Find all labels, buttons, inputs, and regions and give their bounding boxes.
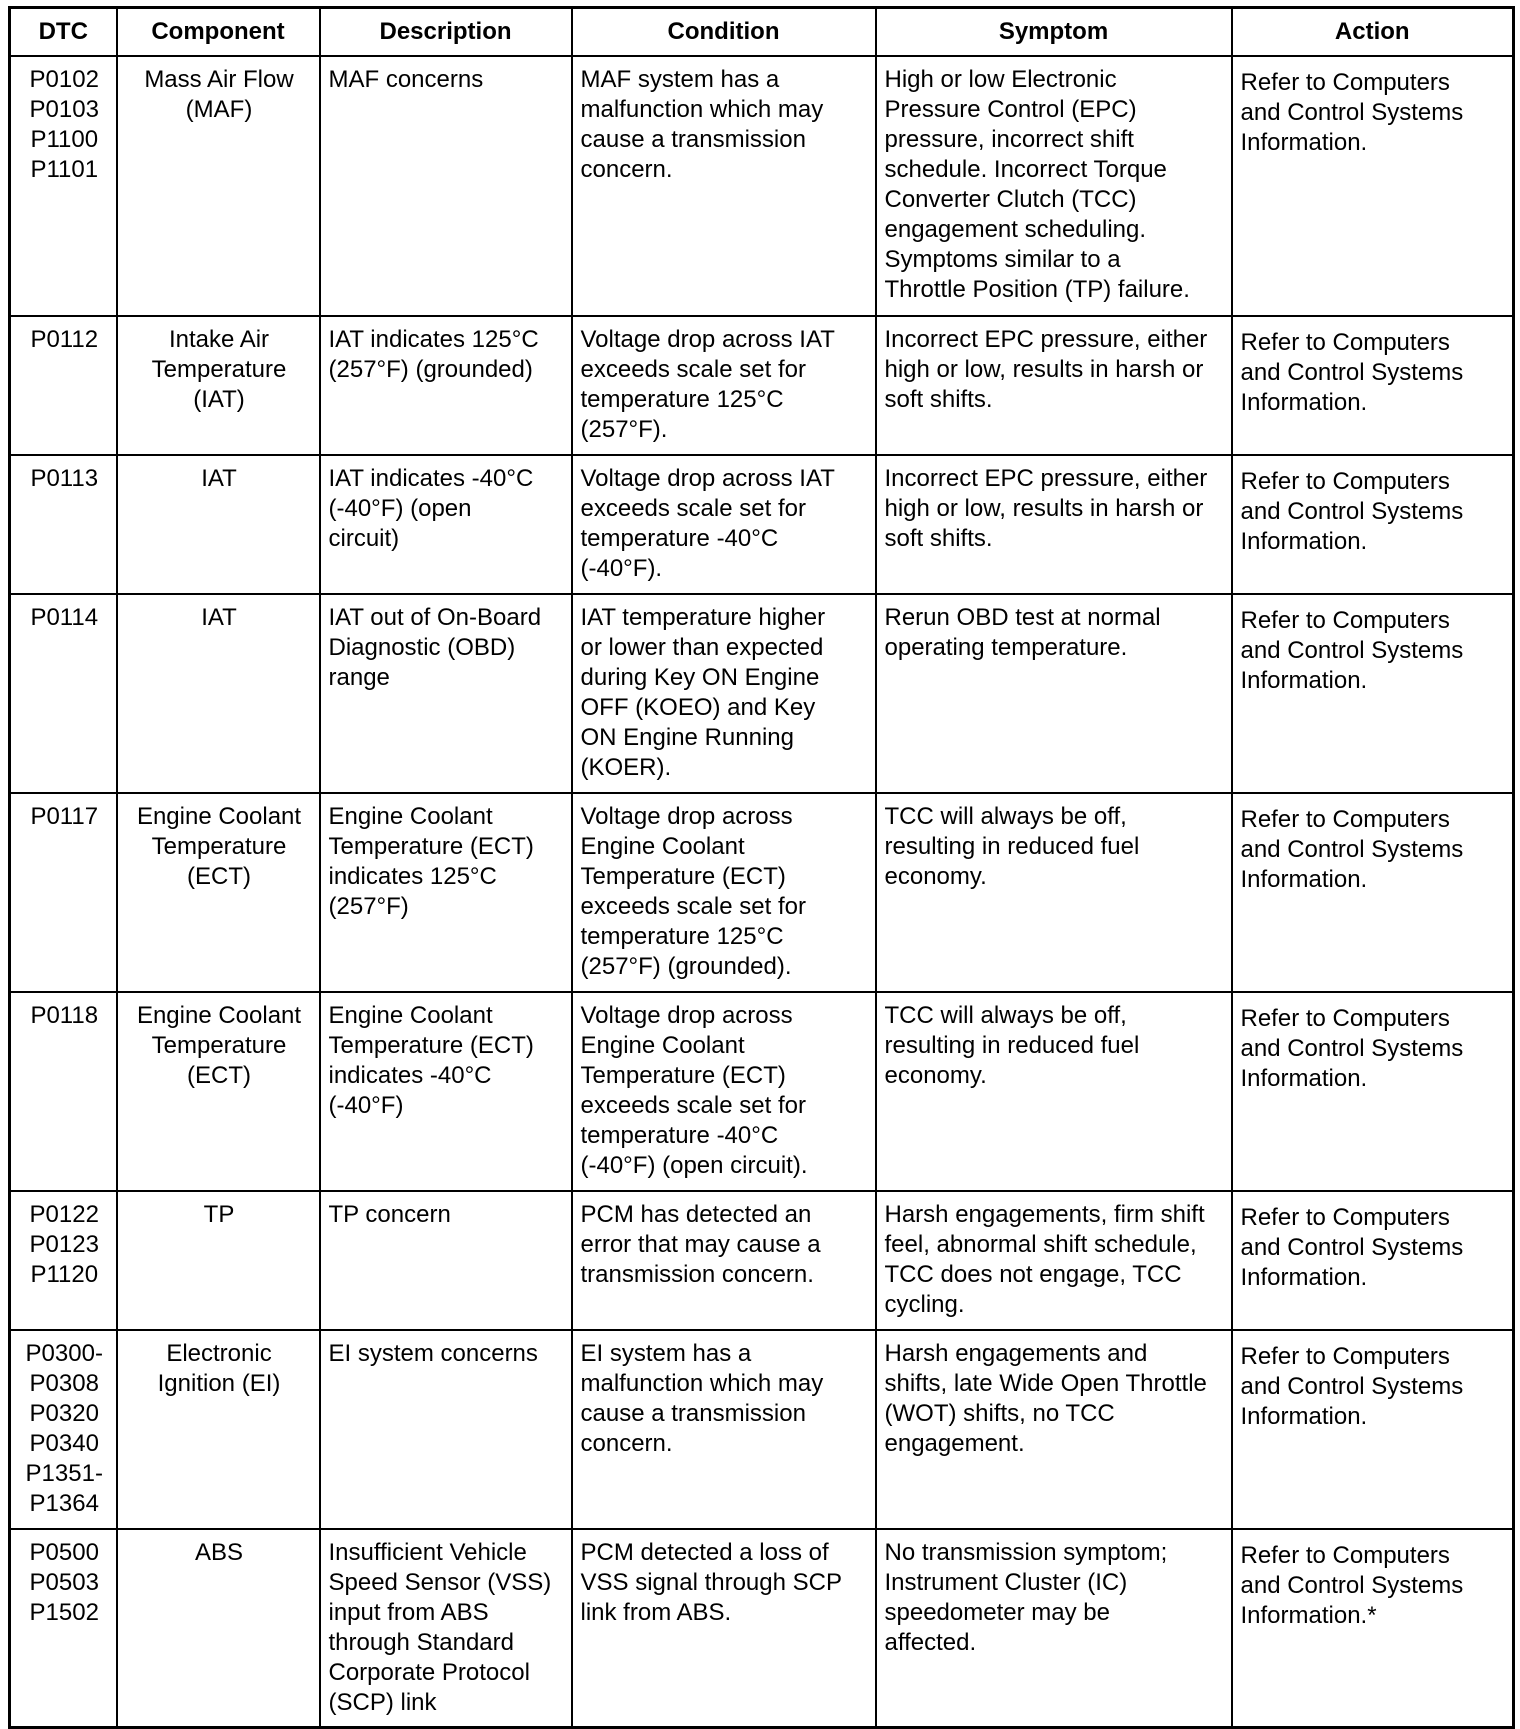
- cell-component: Mass Air Flow (MAF): [117, 56, 320, 316]
- cell-action: Refer to Computers and Control Systems Information.: [1232, 455, 1514, 594]
- cell-condition: Voltage drop across IAT exceeds scale set for temperature -40°C (-40°F).: [572, 455, 876, 594]
- table-row: [10, 1529, 1514, 1728]
- cell-action: Refer to Computers and Control Systems Information.: [1232, 992, 1514, 1191]
- cell-dtc: P0118: [10, 992, 117, 1191]
- cell-description: IAT out of On-Board Diagnostic (OBD) range: [320, 594, 572, 793]
- cell-description: Insufficient Vehicle Speed Sensor (VSS) input from ABS through Standard Corporate Protocol (SCP) link: [320, 1529, 572, 1728]
- cell-action: Refer to Computers and Control Systems Information.*: [1232, 1529, 1514, 1728]
- cell-description: MAF concerns: [320, 56, 572, 316]
- cell-description: Engine Coolant Temperature (ECT) indicates 125°C (257°F): [320, 793, 572, 992]
- cell-component: TP: [117, 1191, 320, 1330]
- cell-action: Refer to Computers and Control Systems Information.: [1232, 1191, 1514, 1330]
- cell-description: EI system concerns: [320, 1330, 572, 1529]
- cell-condition: PCM detected a loss of VSS signal through SCP link from ABS.: [572, 1529, 876, 1728]
- cell-component: IAT: [117, 594, 320, 793]
- table-row: [10, 992, 1514, 1191]
- cell-component: ABS: [117, 1529, 320, 1728]
- table-row: [10, 594, 1514, 793]
- table-row: [10, 1330, 1514, 1529]
- cell-condition: Voltage drop across Engine Coolant Temperature (ECT) exceeds scale set for temperature -40°C (-40°F) (open circuit).: [572, 992, 876, 1191]
- cell-symptom: TCC will always be off, resulting in reduced fuel economy.: [876, 992, 1232, 1191]
- cell-condition: EI system has a malfunction which may cause a transmission concern.: [572, 1330, 876, 1529]
- cell-description: Engine Coolant Temperature (ECT) indicates -40°C (-40°F): [320, 992, 572, 1191]
- table-row: [10, 56, 1514, 316]
- table-row: [10, 455, 1514, 594]
- cell-component: Engine Coolant Temperature (ECT): [117, 992, 320, 1191]
- table-row: [10, 793, 1514, 992]
- cell-action: Refer to Computers and Control Systems Information.: [1232, 793, 1514, 992]
- cell-symptom: Harsh engagements, firm shift feel, abnormal shift schedule, TCC does not engage, TCC cycling.: [876, 1191, 1232, 1330]
- cell-symptom: Rerun OBD test at normal operating temperature.: [876, 594, 1232, 793]
- cell-description: IAT indicates 125°C (257°F) (grounded): [320, 316, 572, 455]
- cell-action: Refer to Computers and Control Systems Information.: [1232, 594, 1514, 793]
- cell-action: Refer to Computers and Control Systems Information.: [1232, 316, 1514, 455]
- header-description: Description: [320, 8, 572, 56]
- cell-symptom: High or low Electronic Pressure Control (EPC) pressure, incorrect shift schedule. Incorrect Torque Converter Clutch (TCC) engagement scheduling. Symptoms similar to a Throttle Position (TP) failure.: [876, 56, 1232, 316]
- dtc-table: [8, 6, 1515, 1729]
- cell-dtc: P0102 P0103 P1100 P1101: [10, 56, 117, 316]
- header-component: Component: [117, 8, 320, 56]
- header-action: Action: [1232, 8, 1514, 56]
- header-row: [10, 8, 1514, 56]
- cell-condition: MAF system has a malfunction which may cause a transmission concern.: [572, 56, 876, 316]
- header-condition: Condition: [572, 8, 876, 56]
- cell-component: Engine Coolant Temperature (ECT): [117, 793, 320, 992]
- cell-condition: PCM has detected an error that may cause a transmission concern.: [572, 1191, 876, 1330]
- cell-symptom: Incorrect EPC pressure, either high or low, results in harsh or soft shifts.: [876, 455, 1232, 594]
- cell-condition: Voltage drop across Engine Coolant Temperature (ECT) exceeds scale set for temperature 125°C (257°F) (grounded).: [572, 793, 876, 992]
- cell-dtc: P0117: [10, 793, 117, 992]
- cell-symptom: No transmission symptom; Instrument Cluster (IC) speedometer may be affected.: [876, 1529, 1232, 1728]
- cell-dtc: P0300- P0308 P0320 P0340 P1351- P1364: [10, 1330, 117, 1529]
- table-body: [10, 56, 1514, 1728]
- cell-dtc: P0122 P0123 P1120: [10, 1191, 117, 1330]
- cell-dtc: P0500 P0503 P1502: [10, 1529, 117, 1728]
- cell-dtc: P0113: [10, 455, 117, 594]
- table-row: [10, 316, 1514, 455]
- cell-component: Electronic Ignition (EI): [117, 1330, 320, 1529]
- cell-dtc: P0112: [10, 316, 117, 455]
- cell-symptom: Harsh engagements and shifts, late Wide Open Throttle (WOT) shifts, no TCC engagement.: [876, 1330, 1232, 1529]
- header-symptom: Symptom: [876, 8, 1232, 56]
- cell-description: IAT indicates -40°C (-40°F) (open circuit): [320, 455, 572, 594]
- cell-condition: IAT temperature higher or lower than expected during Key ON Engine OFF (KOEO) and Key ON Engine Running (KOER).: [572, 594, 876, 793]
- cell-action: Refer to Computers and Control Systems Information.: [1232, 1330, 1514, 1529]
- table-header: [10, 8, 1514, 56]
- table-row: [10, 1191, 1514, 1330]
- cell-component: Intake Air Temperature (IAT): [117, 316, 320, 455]
- header-dtc: DTC: [10, 8, 117, 56]
- cell-condition: Voltage drop across IAT exceeds scale set for temperature 125°C (257°F).: [572, 316, 876, 455]
- cell-description: TP concern: [320, 1191, 572, 1330]
- cell-dtc: P0114: [10, 594, 117, 793]
- cell-component: IAT: [117, 455, 320, 594]
- cell-action: Refer to Computers and Control Systems Information.: [1232, 56, 1514, 316]
- cell-symptom: TCC will always be off, resulting in reduced fuel economy.: [876, 793, 1232, 992]
- cell-symptom: Incorrect EPC pressure, either high or low, results in harsh or soft shifts.: [876, 316, 1232, 455]
